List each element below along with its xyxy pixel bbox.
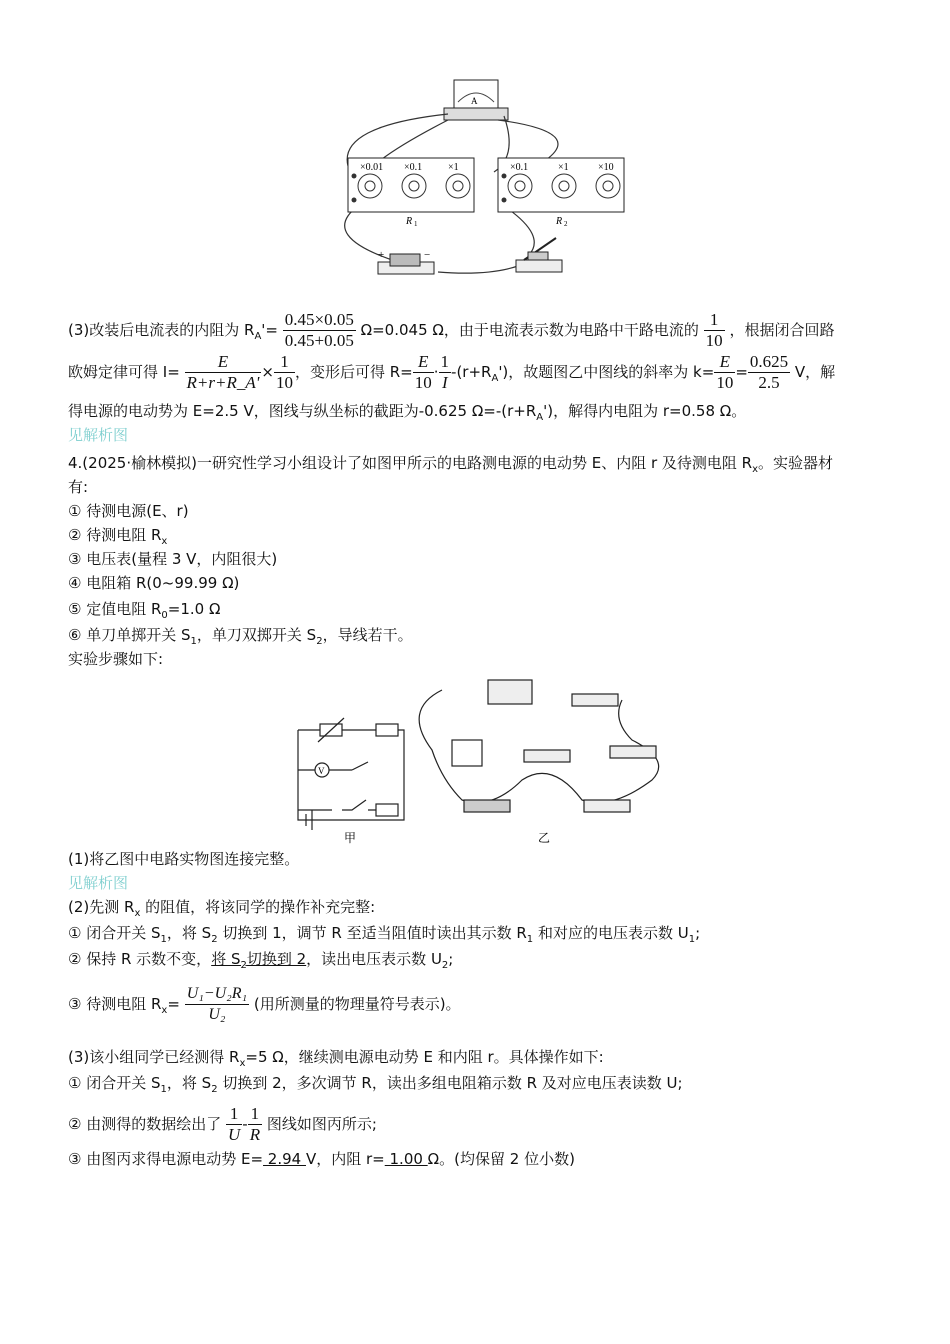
label-jia: 甲 — [344, 831, 357, 845]
text: V，内阻 r= — [305, 1150, 385, 1168]
q4-part3 — [68, 1046, 604, 1075]
text: ，导线若干。 — [322, 626, 413, 644]
text: V，解 — [790, 363, 836, 381]
denominator: 10 — [705, 331, 723, 350]
text: ③ 待测电阻 R — [68, 995, 162, 1013]
text: ③ 由图丙求得电源电动势 E= — [68, 1150, 264, 1168]
text: ⑤ 定值电阻 R — [68, 600, 162, 618]
see-analysis-link[interactable]: 见解析图 — [68, 426, 129, 444]
numerator: 0.45×0.05 — [284, 310, 354, 329]
text: ，读出电压表示数 U — [306, 950, 442, 968]
fraction — [283, 310, 356, 351]
text: =1.0 Ω — [167, 600, 221, 618]
text: 欧姆定律可得 I= — [68, 363, 180, 381]
ammeter-label: A — [471, 96, 478, 106]
text: 得电源的电动势为 E=2.5 V，图线与纵坐标的截距为-0.625 Ω=-(r+R — [68, 402, 537, 420]
subscript: 1 — [526, 934, 534, 945]
fraction — [274, 352, 295, 393]
solution3-line2 — [68, 352, 835, 393]
subscript: A — [536, 412, 544, 423]
voltmeter-symbol: V — [318, 766, 325, 776]
q4-item-5 — [68, 598, 220, 627]
subscript: x — [161, 536, 168, 547]
text: ② 由测得的数据绘出了 — [68, 1115, 222, 1133]
top-circuit-figure — [318, 76, 648, 282]
fraction — [714, 352, 735, 393]
text: ① 闭合开关 S — [68, 924, 161, 942]
text: ')，故题图乙中图线的斜率为 k= — [498, 363, 715, 381]
text: ① 闭合开关 S — [68, 1074, 161, 1092]
text: (用所测量的物理量符号表示)。 — [253, 995, 461, 1013]
battery-plus: + — [378, 249, 385, 261]
q4-stem-2: 有: — [68, 478, 89, 496]
numerator: E — [714, 352, 735, 373]
q4-part3-step1 — [68, 1072, 683, 1101]
solution3-line1 — [68, 310, 834, 351]
circuit-figures — [292, 670, 662, 846]
subscript: A — [254, 331, 262, 342]
answer-emf: 2.94 — [263, 1150, 306, 1168]
text: ，将 S — [166, 1074, 212, 1092]
subscript: 2 — [240, 960, 247, 971]
fraction — [185, 352, 262, 393]
resistance-box-r1 — [348, 158, 474, 228]
battery — [378, 249, 434, 274]
text: ② 保持 R 示数不变， — [68, 950, 212, 968]
numerator: E — [413, 352, 434, 373]
q4-part1: (1)将乙图中电路实物图连接完整。 — [68, 850, 300, 868]
denominator: 2.5 — [758, 373, 780, 392]
text: · — [433, 363, 439, 381]
text: 4.(2025·榆林模拟)一研究性学习小组设计了如图甲所示的电路测电源的电动势 E、内阻 r 及待测电阻 R — [68, 454, 753, 472]
r2-dial-label: ×10 — [598, 162, 614, 173]
text: - — [242, 1115, 248, 1133]
q4-part3-step2 — [68, 1104, 377, 1145]
label-yi: 乙 — [538, 831, 551, 845]
subscript: x — [134, 908, 141, 919]
denominator: 10 — [275, 373, 293, 392]
fraction — [413, 352, 434, 393]
subscript: 2 — [441, 960, 449, 971]
text: 图线如图丙所示; — [266, 1115, 377, 1133]
text: 切换到 1，调节 R 至适当阻值时读出其示数 R — [217, 924, 527, 942]
fraction — [704, 310, 725, 351]
subscript: 1 — [190, 636, 197, 647]
fraction — [226, 1104, 242, 1145]
r2-dial-label: ×1 — [558, 162, 569, 173]
numerator: E — [185, 352, 262, 373]
subscript: 0 — [161, 610, 168, 621]
q4-stem — [68, 452, 833, 481]
switch — [516, 238, 562, 272]
numerator: 1 — [248, 1104, 262, 1125]
r2-label: R — [556, 216, 563, 227]
r2-dial-label: ×0.1 — [510, 162, 529, 173]
ammeter — [444, 80, 508, 120]
answer-fraction — [185, 984, 249, 1025]
text: 切换到 2，多次调节 R，读出多组电阻箱示数 R 及对应电压表读数 U; — [217, 1074, 683, 1092]
text: Ω。(均保留 2 位小数) — [427, 1150, 575, 1168]
text: Ω=0.045 Ω，由于电流表示数为电路中干路电流的 — [360, 321, 699, 339]
q4-part2-step1 — [68, 922, 700, 951]
battery-minus: − — [424, 249, 431, 261]
text: 。实验器材 — [758, 454, 834, 472]
text: 切换到 2 — [246, 950, 307, 968]
denominator: U — [228, 1125, 241, 1144]
numerator: 1 — [274, 352, 295, 373]
r1-dial-label: ×0.1 — [404, 162, 423, 173]
resistance-box-r2 — [498, 158, 624, 228]
subscript: 2 — [211, 934, 218, 945]
q4-item-3: ③ 电压表(量程 3 V，内阻很大) — [68, 550, 278, 568]
solution3-line3 — [68, 400, 746, 429]
denominator: 0.45+0.05 — [284, 331, 354, 350]
subscript: 2 — [316, 636, 323, 647]
fraction — [439, 352, 452, 393]
numerator: 1 — [704, 310, 725, 331]
numerator: 1 — [440, 352, 450, 371]
answer-blank — [211, 950, 307, 971]
q4-part2-step3 — [68, 984, 461, 1025]
numerator: 1 — [226, 1104, 242, 1125]
q4-steps-heading: 实验步骤如下: — [68, 650, 164, 668]
subscript: 1 — [688, 934, 696, 945]
q4-part2-step2 — [68, 948, 453, 977]
subscript: 2 — [211, 1084, 218, 1095]
denominator: R — [249, 1125, 261, 1144]
q4-part3-step3 — [68, 1148, 575, 1170]
text: R₁ — [231, 985, 248, 1002]
q4-item-1: ① 待测电源(E、r) — [68, 502, 189, 520]
r2-label-sub: 2 — [564, 220, 568, 228]
answer-resistance: 1.00 — [384, 1150, 428, 1168]
text: 的阻值，将该同学的操作补充完整: — [140, 898, 376, 916]
text: ⑥ 单刀单掷开关 S — [68, 626, 191, 644]
text: 和对应的电压表示数 U — [533, 924, 689, 942]
r1-dial-label: ×0.01 — [360, 162, 384, 173]
text: (2)先测 R — [68, 898, 135, 916]
text: = — [735, 363, 748, 381]
text: ，将 S — [166, 924, 212, 942]
text: =5 Ω，继续测电源电动势 E 和内阻 r。具体操作如下: — [245, 1048, 604, 1066]
q4-part2 — [68, 896, 375, 925]
r1-label: R — [406, 216, 413, 227]
denominator: U₂ — [208, 1006, 226, 1023]
r1-label-sub: 1 — [414, 220, 418, 228]
text: × — [261, 363, 274, 381]
r1-dial-label: ×1 — [448, 162, 459, 173]
numerator — [185, 984, 249, 1005]
subscript: x — [239, 1058, 246, 1069]
denominator: 10 — [414, 373, 432, 392]
text: (3)该小组同学已经测得 R — [68, 1048, 240, 1066]
text: ，根据闭合回路 — [729, 321, 835, 339]
text: ② 待测电阻 R — [68, 526, 162, 544]
numerator: 0.625 — [749, 352, 789, 371]
denominator: I — [441, 373, 448, 392]
see-analysis-link[interactable]: 见解析图 — [68, 874, 129, 892]
text: ; — [448, 950, 454, 968]
q4-item-4: ④ 电阻箱 R(0~99.99 Ω) — [68, 574, 240, 592]
schematic-jia — [298, 718, 404, 830]
physical-yi — [419, 680, 659, 812]
denominator: 10 — [716, 373, 734, 392]
text: U₁−U₂ — [186, 985, 232, 1002]
text: ，单刀双掷开关 S — [196, 626, 317, 644]
text: = — [167, 995, 180, 1013]
text: -(r+R — [451, 363, 492, 381]
text: ')，解得内电阻为 r=0.58 Ω。 — [543, 402, 747, 420]
text: (3)改装后电流表的内阻为 R — [68, 321, 255, 339]
text: 将 S — [211, 950, 241, 968]
text: ; — [695, 924, 701, 942]
subscript: x — [161, 1005, 168, 1016]
text: '= — [261, 321, 278, 339]
subscript: 1 — [160, 1084, 167, 1095]
subscript: 1 — [160, 934, 167, 945]
text: ，变形后可得 R= — [294, 363, 413, 381]
subscript: A — [491, 373, 499, 384]
denominator: R+r+R_A' — [186, 373, 260, 392]
subscript: x — [752, 464, 759, 475]
fraction — [248, 1104, 262, 1145]
fraction — [748, 352, 790, 393]
